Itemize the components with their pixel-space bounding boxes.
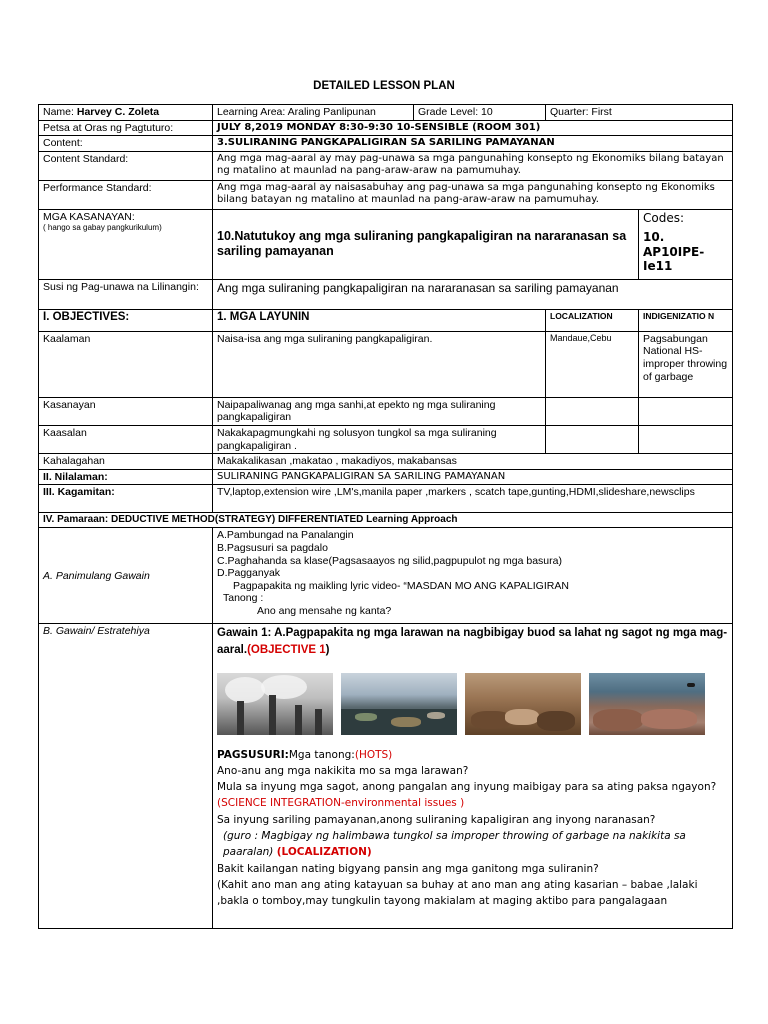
- objectives-heading: I. OBJECTIVES:: [39, 309, 213, 331]
- photo-strip: [217, 673, 728, 735]
- panimulang-c: C.Paghahanda sa klase(Pagsasaayos ng silid,pagpupulot ng mga basura): [217, 554, 562, 567]
- question-3: Sa inyung sariling pamayanan,anong suliraning kapaligiran ang inyong naranasan?: [217, 813, 656, 826]
- kasanayan-value: 10.Natutukoy ang mga suliraning pangkapaligiran na nararanasan sa sariling pamayanan: [213, 209, 639, 279]
- pagsusuri-heading: PAGSUSURI:Mga tanong:(HOTS): [217, 748, 393, 761]
- kaasalan-label: Kaasalan: [39, 425, 213, 453]
- kaalaman-value: Naisa-isa ang mga suliraning pangkapaligiran.: [213, 331, 546, 397]
- kasanayan-indigenization: [639, 397, 733, 425]
- lesson-plan-table: [38, 104, 733, 929]
- petsa-label: Petsa at Oras ng Pagtuturo:: [39, 120, 213, 136]
- name-label: Name:: [43, 106, 74, 118]
- grade-level: Grade Level: 10: [414, 105, 546, 121]
- petsa-value: JULY 8,2019 MONDAY 8:30-9:30 10-SENSIBLE (ROOM 301): [213, 120, 733, 136]
- page-title: DETAILED LESSON PLAN: [313, 80, 455, 92]
- kagamitan-label: III. Kagamitan:: [39, 485, 213, 513]
- teacher-name: Harvey C. Zoleta: [76, 106, 160, 118]
- nilalaman-label: II. Nilalaman:: [39, 469, 213, 485]
- quarter: Quarter: First: [546, 105, 733, 121]
- kahalagahan-label: Kahalagahan: [39, 454, 213, 470]
- kaalaman-label: Kaalaman: [39, 331, 213, 397]
- kasanayan-obj-value: Naipapaliwanag ang mga sanhi,at epekto ng mga suliraning pangkapaligiran: [213, 397, 546, 425]
- kasanayan-localization: [546, 397, 639, 425]
- localization-tag: (LOCALIZATION): [276, 846, 372, 859]
- performance-standard-label: Performance Standard:: [39, 180, 213, 209]
- question-2: Mula sa inyung mga sagot, anong pangalan ang inyung maibigay para sa ating paksa ngayon?(SCIENCE INTEGRATION-environmental issues ): [217, 781, 717, 810]
- indigenization-heading: INDIGENIZATIO N: [639, 309, 733, 331]
- kasanayan-label: MGA KASANAYAN:: [43, 210, 135, 223]
- susi-label: Susi ng Pag-unawa na Lilinangin:: [39, 279, 213, 309]
- panimulang-content: [213, 528, 733, 624]
- gawain-title: Gawain 1: A.Pagpapakita ng mga larawan na nagbibigay buod sa lahat ng sagot ng mga mag-aaral.(OBJECTIVE 1): [217, 627, 728, 657]
- pagsusuri-block: [217, 747, 728, 910]
- panimulang-tanong: Tanong :: [223, 592, 264, 605]
- panimulang-b: B.Pagsusuri sa pagdalo: [217, 541, 328, 554]
- kagamitan-value: TV,laptop,extension wire ,LM's,manila paper ,markers , scatch tape,gunting,HDMI,slideshare,newsclips: [213, 485, 733, 513]
- question-3-note: (guro : Magbigay ng halimbawa tungkol sa improper throwing of garbage na nakikita sa paaralan) (LOCALIZATION): [223, 830, 686, 859]
- kaasalan-localization: [546, 425, 639, 453]
- nilalaman-value: SULIRANING PANGKAPALIGIRAN SA SARILING PAMAYANAN: [213, 469, 733, 485]
- panimulang-question: Ano ang mensahe ng kanta?: [257, 604, 392, 617]
- performance-standard-value: Ang mga mag-aaral ay naisasabuhay ang pag-unawa sa mga pangunahing konsepto ng Ekonomiks bilang batayan ng matalino at maunlad na pang-araw-araw na pamumuhay.: [213, 180, 733, 209]
- codes-label: Codes:: [643, 210, 685, 225]
- question-5: (Kahit ano man ang ating katayuan sa buhay at ano man ang ating kasarian – babae ,lalaki ,bakla o tomboy,may tungkulin tayong makialam at maging aktibo para pangalagaan: [217, 878, 698, 908]
- learning-area: Learning Area: Araling Panlipunan: [213, 105, 414, 121]
- objective-tag: (OBJECTIVE 1: [247, 644, 326, 657]
- kasanayan-sub: ( hango sa gabay pangkurikulum): [43, 223, 162, 233]
- kasanayan-label-cell: [39, 209, 213, 279]
- science-integration-tag: (SCIENCE INTEGRATION-environmental issues ): [217, 797, 465, 810]
- gawain-content: [213, 624, 733, 929]
- kahalagahan-value: Makakalikasan ,makatao , makadiyos, makabansas: [213, 454, 733, 470]
- polluted-water-photo: [341, 673, 457, 735]
- factory-smoke-photo: [217, 673, 333, 735]
- content-label: Content:: [39, 136, 213, 152]
- panimulang-a: A.Pambungad na Panalangin: [217, 529, 354, 542]
- panimulang-d: D.Pagganyak: [217, 567, 281, 580]
- question-4: Bakit kailangan nating bigyang pansin ang mga ganitong mga suliranin?: [217, 862, 599, 875]
- pamaraan-heading: IV. Pamaraan: DEDUCTIVE METHOD(STRATEGY) DIFFERENTIATED Learning Approach: [39, 513, 733, 528]
- coral-damage-photo: [589, 673, 705, 735]
- content-standard-value: Ang mga mag-aaral ay may pag-unawa sa mga pangunahing konsepto ng Ekonomiks bilang batayan ng matalino at maunlad na pang-araw-araw na pamumuhay.: [213, 151, 733, 180]
- gawain-label: B. Gawain/ Estratehiya: [39, 624, 213, 929]
- hots-tag: (HOTS): [354, 748, 393, 761]
- kaasalan-indigenization: [639, 425, 733, 453]
- content-standard-label: Content Standard:: [39, 151, 213, 180]
- codes-value: 10. AP10IPE-Ie11: [643, 230, 705, 273]
- kaalaman-localization: Mandaue,Cebu: [546, 331, 639, 397]
- kaalaman-indigenization: Pagsabungan National HS- improper throwing of garbage: [639, 331, 733, 397]
- content-value: 3.SULIRANING PANGKAPALIGIRAN SA SARILING PAMAYANAN: [213, 136, 733, 152]
- question-1: Ano-anu ang mga nakikita mo sa mga larawan?: [217, 764, 469, 777]
- kasanayan-obj-label: Kasanayan: [39, 397, 213, 425]
- garbage-dump-photo: [465, 673, 581, 735]
- kaasalan-value: Nakakapagmungkahi ng solusyon tungkol sa mga suliraning pangkapaligiran .: [213, 425, 546, 453]
- codes-cell: [639, 209, 733, 279]
- panimulang-label: A. Panimulang Gawain: [39, 528, 213, 624]
- localization-heading: LOCALIZATION: [546, 309, 639, 331]
- name-cell: [39, 105, 213, 121]
- susi-value: Ang mga suliraning pangkapaligiran na nararanasan sa sariling pamayanan: [213, 279, 733, 309]
- layunin-heading: 1. MGA LAYUNIN: [213, 309, 546, 331]
- panimulang-video: Pagpapakita ng maikling lyric video- “MASDAN MO ANG KAPALIGIRAN: [233, 579, 569, 592]
